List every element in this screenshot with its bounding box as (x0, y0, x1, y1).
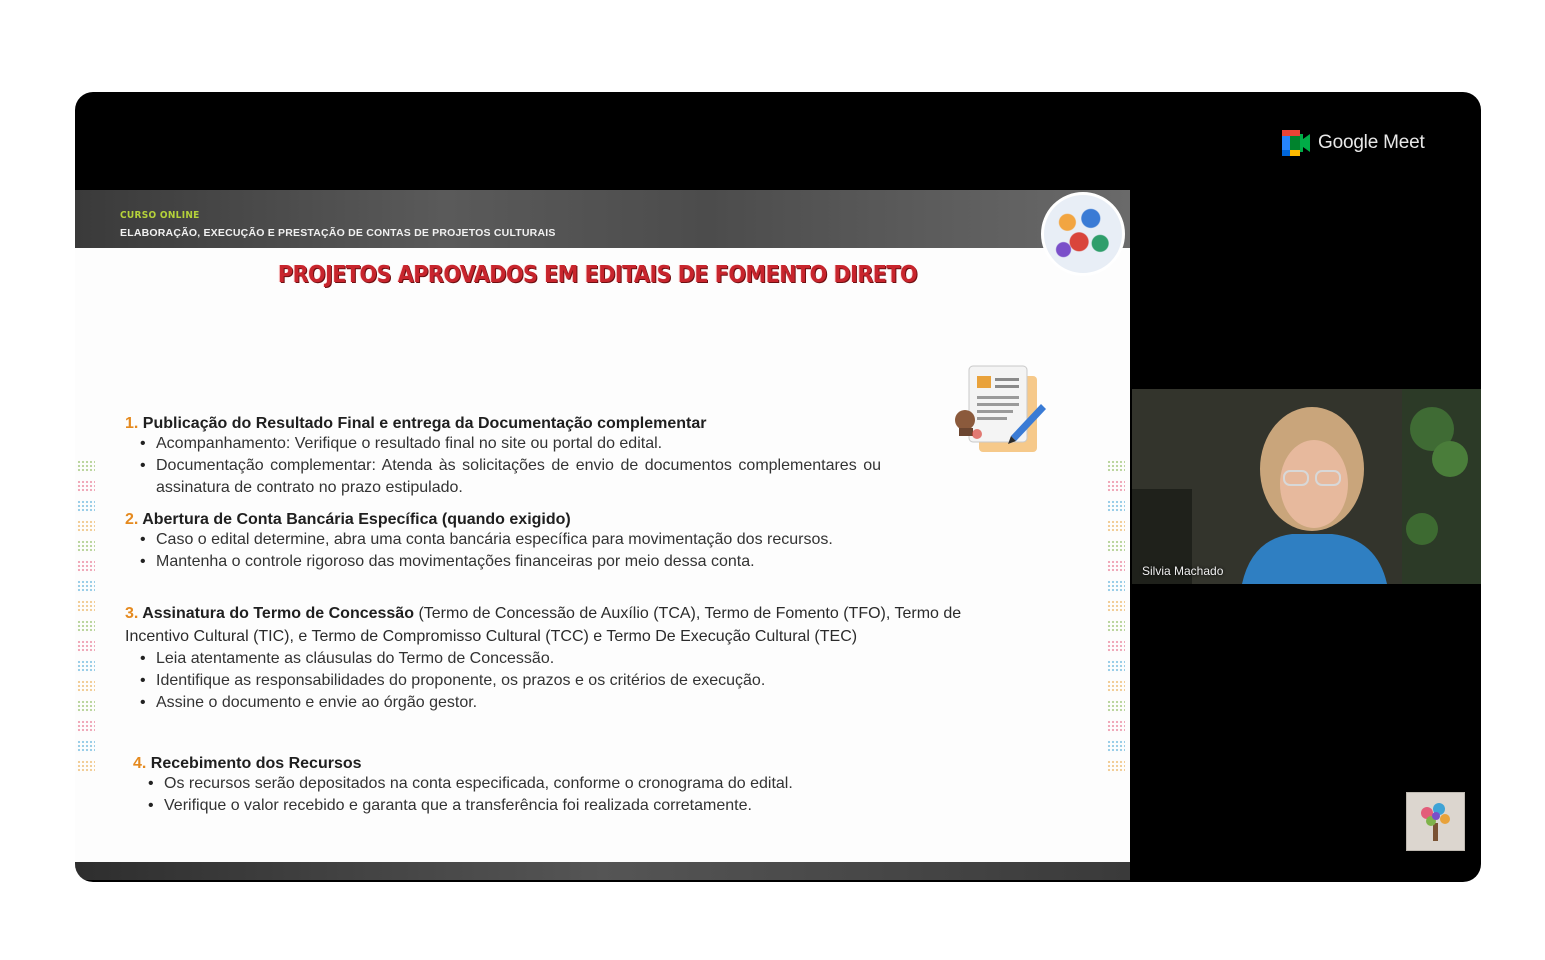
section-heading: Publicação do Resultado Final e entrega da Documentação complementar (142, 415, 707, 432)
section-number: 1. (125, 415, 139, 432)
list-item: • Leia atentamente as cláusulas do Termo de Concessão. (125, 648, 1005, 670)
presentation-slide (75, 190, 1130, 880)
left-decor-dots (77, 460, 97, 773)
list-item: • Acompanhamento: Verifique o resultado final no site ou portal do edital. (125, 433, 876, 455)
section-number: 3. (125, 605, 139, 622)
right-decor-dots (1107, 460, 1127, 773)
tree-logo-icon (1407, 793, 1464, 850)
participant-video (1132, 389, 1481, 584)
section-heading: Abertura de Conta Bancária Específica (quando exigido) (142, 511, 571, 528)
slide-footer-band (75, 862, 1130, 880)
participant-tile[interactable] (1132, 389, 1481, 584)
google-meet-label: Google Meet (1318, 132, 1425, 153)
section-2 (125, 511, 1005, 573)
section-3 (125, 602, 1005, 714)
section-1 (125, 415, 1005, 499)
section-heading: Assinatura do Termo de Concessão (142, 605, 414, 622)
section-4 (133, 755, 1013, 817)
section-number: 4. (133, 755, 147, 772)
meet-window (75, 92, 1481, 882)
self-view-thumbnail[interactable] (1406, 792, 1465, 851)
list-item: • Identifique as responsabilidades do proponente, os prazos e os critérios de execução. (125, 670, 1005, 692)
list-item: • Mantenha o controle rigoroso das movimentações financeiras por meio dessa conta. (125, 551, 1005, 573)
course-name: ELABORAÇÃO, EXECUÇÃO E PRESTAÇÃO DE CONTAS DE PROJETOS CULTURAIS (120, 227, 556, 239)
list-item: • Assine o documento e envie ao órgão gestor. (125, 692, 1005, 714)
participant-name: Silvia Machado (1142, 564, 1224, 578)
list-item: • Os recursos serão depositados na conta especificada, conforme o cronograma do edital. (133, 773, 1013, 795)
slide-header-band (75, 190, 1130, 248)
list-item: • Verifique o valor recebido e garanta que a transferência foi realizada corretamente. (133, 795, 1013, 817)
list-item: • Caso o edital determine, abra uma conta bancária específica para movimentação dos recursos. (125, 529, 1005, 551)
list-item: • Documentação complementar: Atenda às solicitações de envio de documentos complementares ou assinatura de contrato no prazo estipulado. (125, 455, 881, 499)
section-number: 2. (125, 511, 139, 528)
section-heading-detail: (Termo de Concessão de Auxílio (TCA), Termo de Fomento (TFO), Termo de Incentivo Cultural (TIC), e Termo de Compromisso Cultural (TCC) e Termo De Execução Cultural (TEC) (125, 605, 962, 645)
section-heading: Recebimento dos Recursos (150, 755, 362, 772)
google-meet-icon (1282, 130, 1310, 156)
slide-title: PROJETOS APROVADOS EM EDITAIS DE FOMENTO DIRETO (277, 262, 918, 288)
google-meet-logo (1282, 130, 1425, 156)
course-tag: CURSO ONLINE (120, 210, 200, 221)
